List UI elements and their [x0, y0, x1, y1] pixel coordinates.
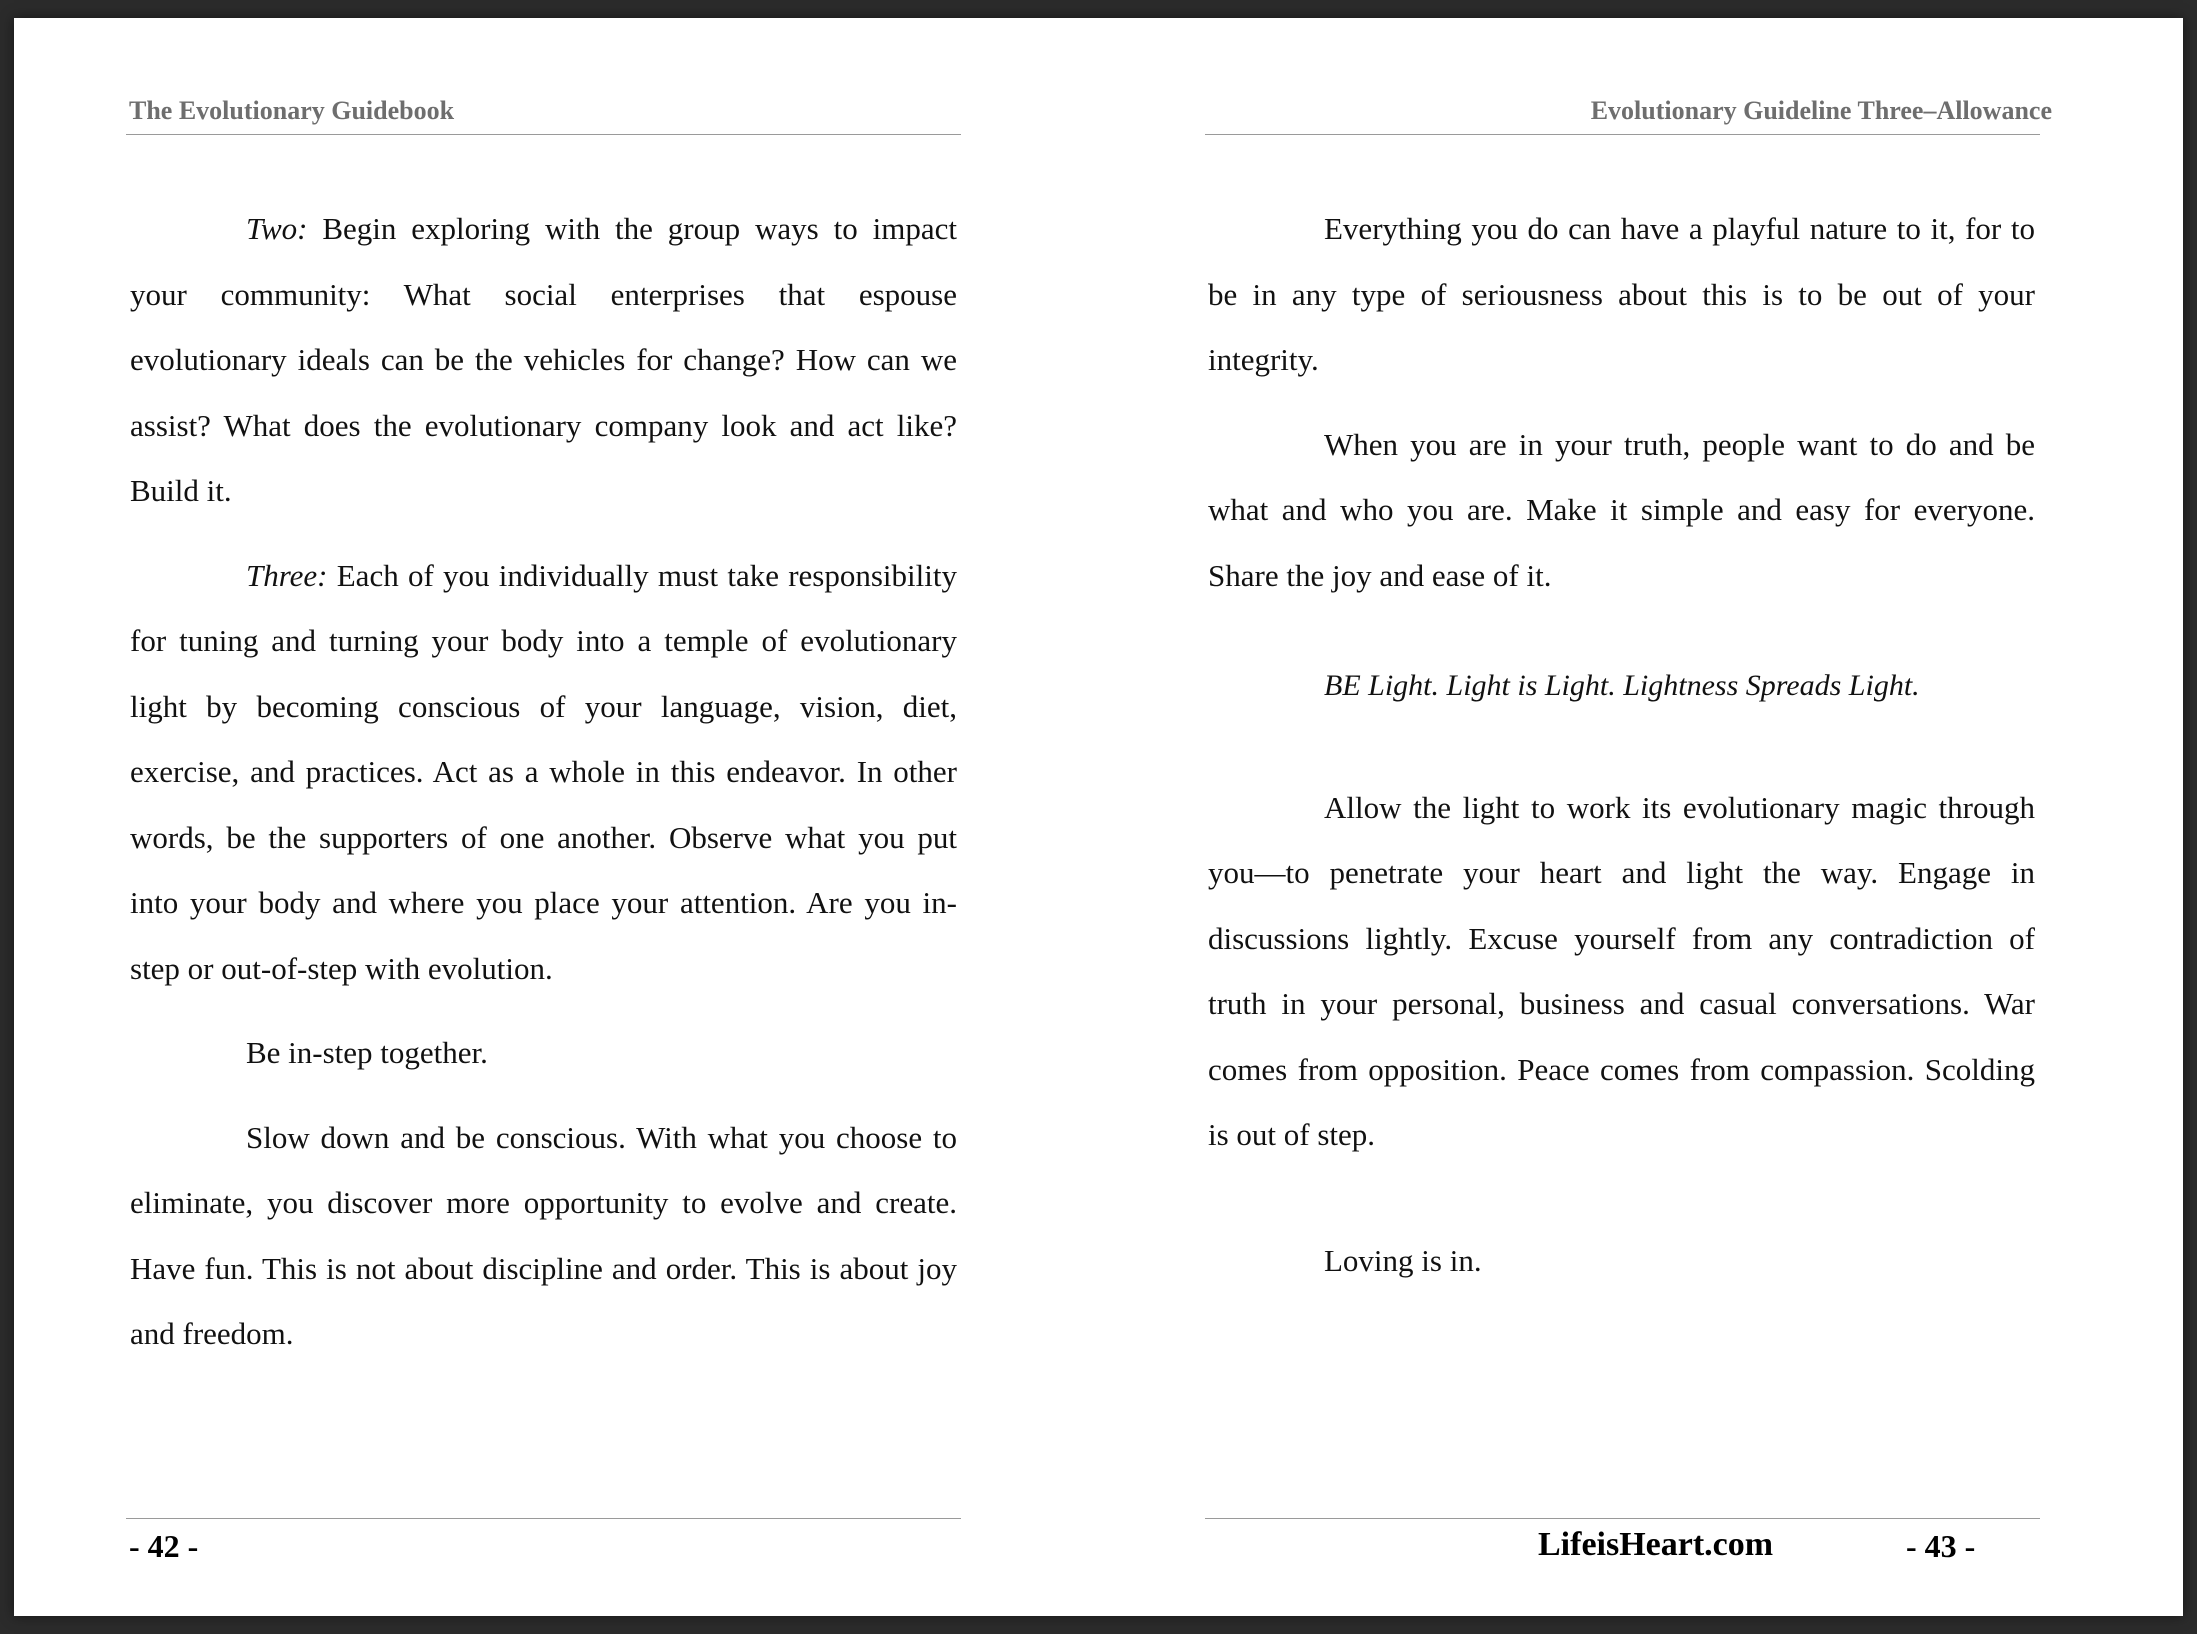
book-spread	[14, 18, 2183, 1616]
paragraph-text: Each of you individually must take responsibility for tuning and turning your body into a temple of evolutionary light by becoming conscious of your language, vision, diet, exercise, and practices. Act as a whole in this endeavor. In other words, be the supporters of one another. Observe what you put into your body and where you place your attention. Are you in-step or out-of-step with evolution.	[130, 557, 957, 986]
paragraph: Loving is in.	[1324, 1242, 1482, 1278]
page-number-right: - 43 -	[1906, 1528, 1976, 1564]
left-page	[14, 18, 1098, 1616]
page-body-right	[1208, 196, 2035, 1312]
header-rule	[126, 134, 961, 135]
running-head-left: The Evolutionary Guidebook	[129, 96, 455, 125]
paragraph: When you are in your truth, people want to do and be what and who you are. Make it simple and easy for everyone. Share the joy and ease of it.	[1208, 426, 2035, 593]
paragraph: Slow down and be conscious. With what you choose to eliminate, you discover more opportunity to evolve and create. Have fun. This is not about discipline and order. This is about joy and freedom.	[130, 1119, 957, 1351]
paragraph: Everything you do can have a playful nature to it, for to be in any type of seriousness about this is to be out of your integrity.	[1208, 211, 2035, 377]
paragraph-lead: Two:	[246, 211, 308, 246]
paragraph: Be in-step together.	[246, 1035, 488, 1070]
paragraph	[130, 543, 957, 1002]
footer-rule	[126, 1518, 961, 1519]
website-footer: LifeisHeart.com	[1538, 1526, 1774, 1563]
page-number-left: - 42 -	[129, 1528, 199, 1564]
paragraph: Allow the light to work its evolutionary magic through you—to penetrate your heart and light the way. Engage in discussions lightly. Excuse yourself from any contradiction of truth in your personal, business and casual conversations. War comes from opposition. Peace comes from compassion. Scolding is out of step.	[1208, 789, 2035, 1152]
right-page	[1098, 18, 2182, 1616]
paragraph	[130, 196, 957, 524]
italic-motto: BE Light. Light is Light. Lightness Spreads Light.	[1324, 669, 1920, 702]
page-body-left	[130, 196, 957, 1386]
header-rule	[1205, 134, 2040, 135]
running-head-right: Evolutionary Guideline Three–Allowance	[1590, 96, 2052, 125]
paragraph-lead: Three:	[246, 557, 328, 593]
footer-rule	[1205, 1518, 2040, 1519]
paragraph-text: Begin exploring with the group ways to impact your community: What social enterprises that espouse evolutionary ideals can be the vehicles for change? How can we assist? What does the evolutionary company look and act like? Build it.	[130, 211, 957, 508]
